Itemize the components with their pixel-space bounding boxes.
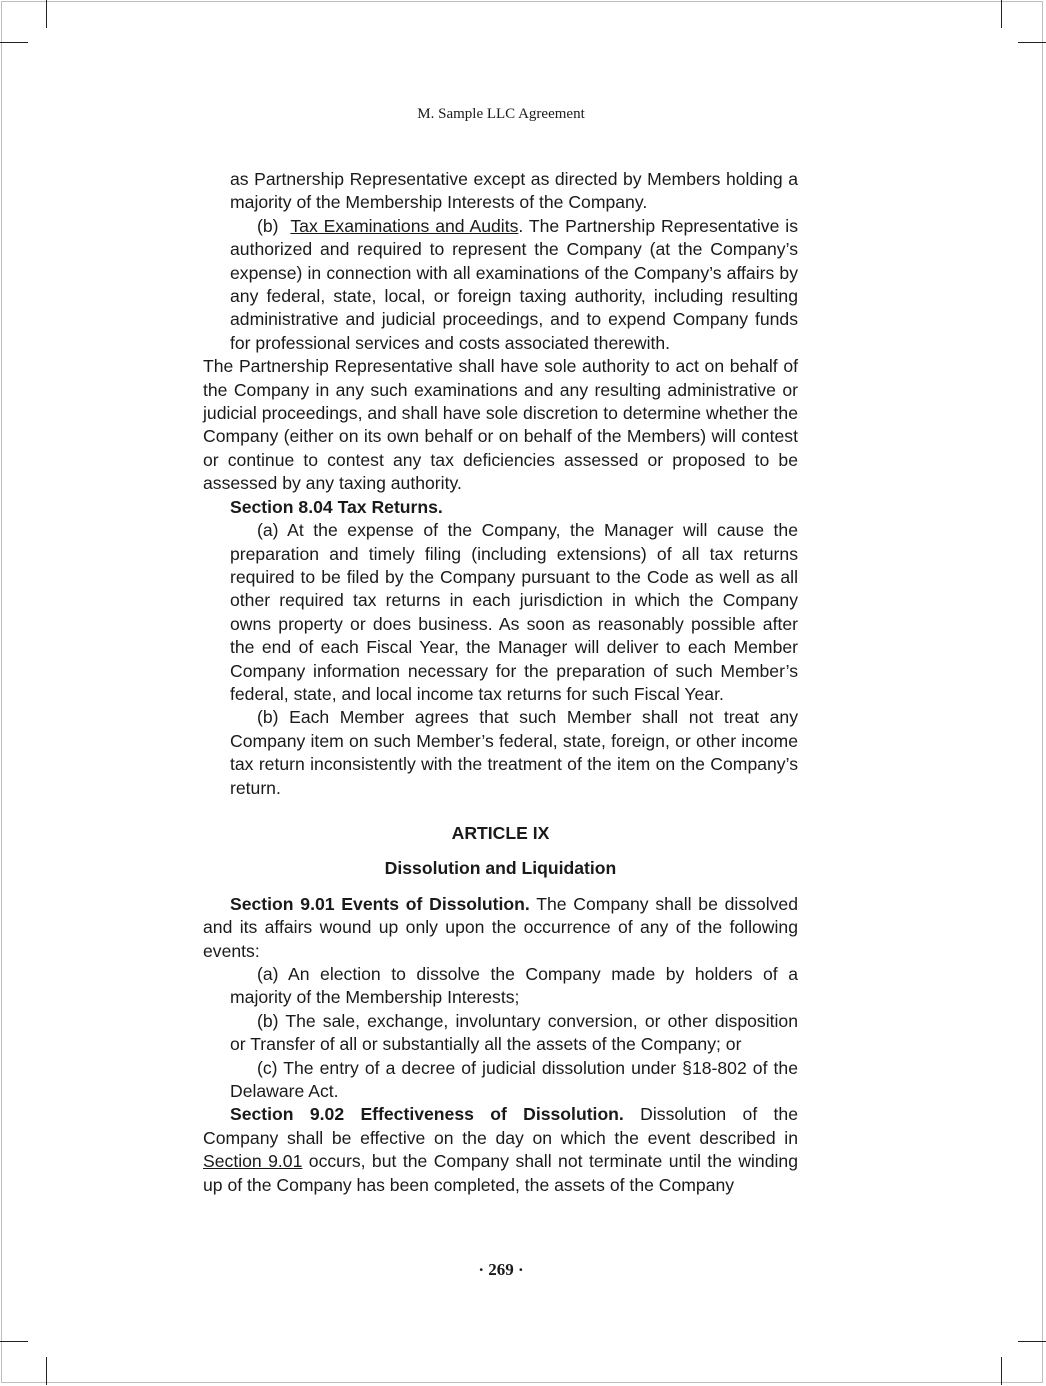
- section-8-04-a: (a) At the expense of the Company, the Manager will cause the preparation and timely filing (including extensions) of all tax returns required to be filed by the Company pursuant to the Code as well as all other required tax returns in each jurisdiction in which the Company owns property or does business. As soon as reasonably possible after the end of each Fiscal Year, the Manager will deliver to each Member Company information necessary for the preparation of such Member’s federal, state, and local income tax returns for such Fiscal Year.: [230, 520, 798, 704]
- crop-mark-bottom-left-vertical: [46, 1357, 47, 1385]
- page-number: · 269 ·: [478, 1260, 524, 1279]
- crop-mark-bottom-left-horizontal: [0, 1341, 28, 1342]
- tax-examinations-text: . The Partnership Representative is authorized and required to represent the Company (at the Company’s expense) in connection with all examinations of the Company’s affairs by any federal, state, local, or foreign taxing authority, including resulting administrative and judicial proceedings, and to expend Company funds for professional services and costs associated therewith.: [230, 215, 798, 353]
- tax-examinations-heading: Tax Examinations and Audits: [290, 215, 519, 236]
- section-9-01-a: (a) An election to dissolve the Company made by holders of a majority of the Membership Interests;: [230, 964, 798, 1008]
- running-head: M. Sample LLC Agreement: [417, 106, 585, 122]
- section-9-01-b: (b) The sale, exchange, involuntary conversion, or other disposition or Transfer of all or substantially all the assets of the Company; or: [230, 1010, 798, 1055]
- article-number: ARTICLE IX: [451, 822, 550, 843]
- paragraph-sole-authority: The Partnership Representative shall have sole authority to act on behalf of the Company in any such examinations and any resulting administrative or judicial proceedings, and shall have sole discretion to determine whether the Company (either on its own behalf or on behalf of the Members) will contest or continue to contest any tax deficiencies assessed or proposed to be assessed by any taxing authority.: [203, 356, 798, 494]
- crop-mark-top-right-horizontal: [1018, 42, 1046, 43]
- section-8-04-b: (b) Each Member agrees that such Member shall not treat any Company item on such Member’s federal, state, foreign, or other income tax return inconsistently with the treatment of the item on the Company’s return.: [230, 707, 798, 798]
- crop-mark-top-left-vertical: [46, 0, 47, 28]
- section-9-02: [203, 1103, 798, 1197]
- section-9-02-text-1: Dissolution of the Company shall be effective on the day on which the event described in: [203, 1104, 798, 1148]
- section-9-02-heading: Section 9.02 Effectiveness of Dissolution.: [230, 1104, 624, 1125]
- paragraph-tax-examinations: [203, 215, 798, 355]
- section-9-01-heading: Section 9.01 Events of Dissolution.: [230, 893, 530, 914]
- section-9-01-text: The Company shall be dissolved and its affairs wound up only upon the occurrence of any of the following events:: [203, 893, 798, 961]
- item-marker: (b): [257, 215, 279, 236]
- section-9-01-c: (c) The entry of a decree of judicial dissolution under §18-802 of the Delaware Act.: [230, 1057, 798, 1102]
- crop-mark-bottom-right-vertical: [1001, 1357, 1002, 1385]
- section-8-04-heading: Section 8.04 Tax Returns.: [230, 496, 443, 517]
- crop-mark-top-left-horizontal: [0, 42, 28, 43]
- paragraph-continuation: as Partnership Representative except as directed by Members holding a majority of the Membership Interests of the Company.: [230, 169, 798, 213]
- section-9-01: [203, 893, 798, 963]
- page-body: [203, 168, 798, 1197]
- section-9-01-cross-reference[interactable]: Section 9.01: [203, 1151, 303, 1172]
- article-title: Dissolution and Liquidation: [384, 858, 617, 879]
- crop-mark-bottom-right-horizontal: [1018, 1341, 1046, 1342]
- section-9-02-text-2: occurs, but the Company shall not terminate until the winding up of the Company has been completed, the assets of the Company: [203, 1151, 798, 1195]
- crop-mark-top-right-vertical: [1001, 0, 1002, 28]
